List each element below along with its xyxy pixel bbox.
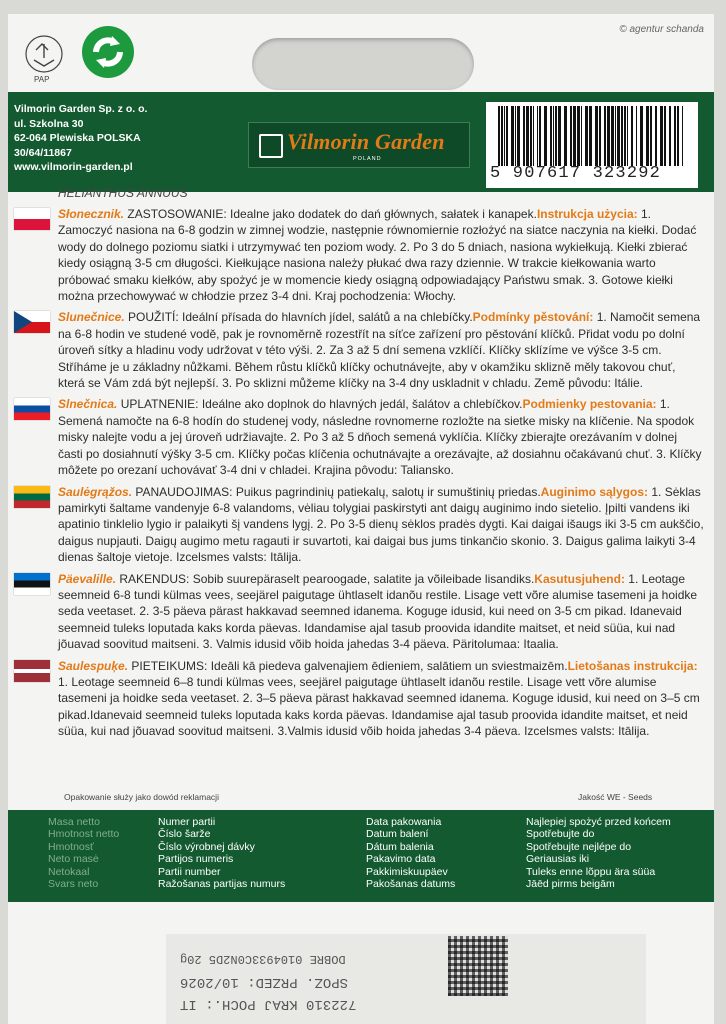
- recycle-label: PAP: [34, 75, 50, 84]
- barcode-bar: [553, 106, 554, 166]
- section-instructions: 1. Leotage seemneid 6-8 tundi külmas vees, seejärel paigutage ühtlaselt idanõu restile. Lisage vett võre alumise tasemeni ja hoidke seda veetaset. 2. 3-5 päeva pärast hakkavad seemned idanema. Koguge idusid, kui need on 3-5 cm pikad. Idanevaid seemneid tuleks loputada kaks korda päevas. Idandamise ajal tasub proovida idandite maitset, et neid süüa, kui nad jõuavad soovitud maitseni. 3. Valmis idusid võib hoida jahedas 3-4 päeva. Päritolumaa: Itaalia.: [58, 571, 698, 652]
- barcode-number: 5 907617 323292: [490, 164, 662, 183]
- section-name: Słonecznik.: [58, 207, 125, 221]
- section-name: Saulėgrąžos.: [58, 484, 133, 499]
- section-instruction-label: Instrukcja użycia:: [536, 207, 638, 221]
- vilmorin-logo: [248, 122, 470, 168]
- flag-lv-icon: [14, 660, 50, 682]
- table-cell: Dátum balenia: [366, 840, 434, 853]
- language-section-sk: [58, 396, 704, 478]
- barcode-bar: [611, 106, 614, 166]
- barcode-bar: [558, 106, 561, 166]
- best-before-column: [526, 816, 671, 890]
- section-instruction-label: Podmienky pestovania:: [522, 397, 657, 412]
- flag-cz-icon: [14, 311, 50, 333]
- table-cell: Najlepiej spożyć przed końcem: [526, 816, 671, 828]
- barcode-bar: [627, 106, 628, 166]
- barcode-bar: [624, 106, 626, 166]
- barcode-bar: [577, 106, 580, 166]
- barcode-bar: [544, 106, 547, 166]
- table-cell: Ražošanas partijas numurs: [158, 878, 286, 891]
- complaint-note: Opakowanie służy jako dowód reklamacji: [64, 792, 219, 802]
- company-reg: 30/64/11867: [14, 146, 72, 159]
- barcode-bar: [660, 106, 663, 166]
- section-usage: RAKENDUS: Sobib suurepäraselt pearoogade, salatite ja võileibade lisandiks.: [116, 571, 535, 586]
- table-cell: Pakavimo data: [366, 853, 436, 866]
- section-instruction-label: Kasutusjuhend:: [534, 571, 625, 586]
- barcode-bar: [646, 106, 649, 166]
- table-cell: Svars neto: [48, 878, 99, 891]
- section-usage: UPLATNENIE: Ideálne ako doplnok do hlavných jedál, šalátov a chlebíčkov.: [117, 397, 523, 412]
- barcode-bar: [526, 106, 529, 166]
- table-cell: Datum balení: [366, 828, 429, 841]
- table-cell: Data pakowania: [366, 816, 442, 828]
- table-cell: Hmotnosť: [48, 840, 94, 853]
- company-city-prefix: 62-064 Plewiska: [14, 132, 97, 145]
- language-section-lv: [58, 658, 704, 740]
- table-cell: Partii number: [158, 865, 221, 878]
- barcode-bar: [498, 106, 500, 166]
- flag-lt-icon: [14, 486, 50, 508]
- section-name: Slunečnice.: [58, 310, 125, 325]
- barcode-bar: [564, 106, 567, 166]
- seed-packet-back: [8, 14, 714, 1024]
- barcode-bar: [604, 106, 606, 166]
- company-web: www.vilmorin-garden.pl: [14, 161, 133, 174]
- stamp-line-2: SPOZ. PRZED: 10/2026: [180, 974, 349, 990]
- section-usage: PANAUDOJIMAS: Puikus pagrindinių patiekalų, salotų ir sumuštinių priedas.: [132, 484, 541, 499]
- barcode-bar: [636, 106, 637, 166]
- barcode-bar: [506, 106, 508, 166]
- section-name: Slnečnica.: [58, 397, 118, 412]
- barcode-bar: [537, 106, 538, 166]
- net-weight-column: [48, 816, 119, 890]
- section-instruction-label: Auginimo sąlygos:: [540, 484, 649, 499]
- barcode-bar: [599, 106, 601, 166]
- section-instructions: 1. Leotage seemneid 6–8 tundi külmas vees, seejärel paigutage ühtlaselt idanõu restile. Lisage vett võre alumise tasemeni ja hoidke seda veetaset. 2. 3–5 päeva pärast hakkavad seemned idanema. Koguge idusid, kui need on 3–5 cm pikad.Idanevaid seemneid tuleks loputada kaks korda päevas. Idandamise ajal tasub proovida idandite maitset, et neid süüa, kui nad jõuavad soovitud maitseni. 3.Valmis idusid võib hoida jahedas 3-4 päeva. Izcelsmes valsts: Itālija.: [58, 674, 700, 739]
- barcode-bar: [539, 106, 541, 166]
- table-cell: Spotřebujte nejlépe do: [526, 840, 632, 853]
- table-cell: Partijos numeris: [158, 853, 234, 866]
- logo-brand: Vilmorin Garden: [287, 129, 445, 154]
- logo-box-icon: [259, 134, 283, 158]
- barcode-bar: [674, 106, 676, 166]
- barcode-bar: [650, 106, 652, 166]
- barcode-bar: [533, 106, 534, 166]
- quality-note: Jakość WE - Seeds: [578, 792, 653, 802]
- section-instruction-label: Podmínky pěstování:: [472, 310, 594, 325]
- barcode-bar: [595, 106, 598, 166]
- stamp-line-1: 722310 KRAJ POCH.: IT: [180, 996, 357, 1012]
- company-country: POLSKA: [96, 132, 141, 145]
- table-cell: Numer partii: [158, 816, 216, 828]
- table-cell: Neto masė: [48, 853, 99, 866]
- lot-number-column: [158, 816, 285, 890]
- barcode-bar: [523, 106, 525, 166]
- barcode-bar: [631, 106, 633, 166]
- barcode-bar: [555, 106, 557, 166]
- language-section-pl: [58, 206, 704, 304]
- barcode-bar: [615, 106, 616, 166]
- section-instructions: 1. Zamoczyć nasiona na 6-8 godzin w zimnej wodzie, następnie równomiernie rozłożyć na siatce naczynia na kiełki. Dodać wody do dolnego poziomu siatki i utrzymywać ten poziom wody. 2. Po 3 do 5 dniach, nasiona wykiełkują. Kiełki zbierać kiedy osiągną 3-5 cm długości. Kiełkujące nasiona należy płukać dwa razy dziennie. W trakcie kiełkowania warto próbować smaku kiełków, aby spożyć je w momencie kiedy osiągną odpowiadający Państwu smak. 3. Gotowe kiełki można przechowywać w chłodzie przez 3-4 dni. Kraj pochodzenia: Włochy.: [58, 207, 697, 304]
- language-sections: [58, 206, 704, 745]
- hang-hole: [252, 38, 474, 90]
- language-section-ee: [58, 571, 704, 653]
- barcode-bar: [573, 106, 576, 166]
- table-cell: Jāēd pirms beigām: [526, 878, 615, 891]
- table-cell: Číslo výrobnej dávky: [158, 840, 255, 853]
- barcode-bar: [530, 106, 532, 166]
- section-name: Päevalille.: [58, 571, 117, 586]
- company-street: ul. Szkolna 30: [14, 117, 84, 130]
- section-name: Saulespuķe.: [58, 658, 129, 673]
- section-usage: POUŽITÍ: Ideální přísada do hlavních jídel, salátů a na chlebíčky.: [124, 310, 473, 325]
- table-cell: Pakošanas datums: [366, 878, 456, 891]
- section-usage: PIETEIKUMS: Ideāli kā piedeva galvenajiem ēdieniem, salātiem un sviestmaizēm.: [128, 658, 568, 673]
- barcode-bar: [589, 106, 592, 166]
- table-cell: Číslo šarže: [158, 828, 211, 841]
- barcode-bars: [496, 106, 688, 166]
- company-address: [14, 102, 147, 175]
- qr-code: [448, 936, 508, 996]
- barcode-bar: [515, 106, 516, 166]
- table-cell: Pakkimiskuupäev: [366, 865, 448, 878]
- table-cell: Tuleks enne lõppu ära süüa: [526, 865, 656, 878]
- table-cell: Netokaal: [48, 865, 90, 878]
- packing-date-column: [366, 816, 455, 890]
- latin-name: HELIANTHUS ANNUUS: [58, 186, 188, 200]
- barcode-bar: [585, 106, 588, 166]
- language-section-cz: [58, 309, 704, 391]
- company-name: Vilmorin Garden Sp. z o. o.: [14, 103, 148, 115]
- table-cell: Geriausias iki: [526, 853, 590, 866]
- green-dot-icon: [82, 26, 134, 78]
- barcode-bar: [517, 106, 520, 166]
- header-banner: [8, 92, 714, 192]
- recycle-icon: [16, 30, 72, 86]
- flag-pl-icon: [14, 208, 50, 230]
- section-usage: ZASTOSOWANIE: Idealne jako dodatek do dań głównych, sałatek i kanapek.: [124, 207, 537, 221]
- section-instructions: 1. Semená namočte na 6-8 hodín do studenej vody, následne rovnomerne rozložte na sietke misky na klíčenie. Na spodok misky nalejte vodu a jej úroveň udržiavajte. 2. Po 3 až 5 dňoch semená vyklíčia. Klíčky zbierajte orezávaním v dolnej časti po dosiahnutí výšky 3-5 cm. Klíčky počas klíčenia ochutnávajte a orezávajte, až dosiahnu očakávanú chuť. 3. Klíčky môžete po orezaní uchovávať 3-4 dni v chladei. Krajina pôvodu: Taliansko.: [58, 397, 702, 478]
- section-instruction-label: Lietošanas instrukcija:: [567, 658, 698, 673]
- section-instructions: 1. Sėklas pamirkyti šaltame vandenyje 6-8 valandoms, vėliau tolygiai paskirstyti ant daigų auginimo indo sietelio. Įpilti vandens iki apatinio tinklelio lygio ir palaikyti šį vandens lygį. 2. Po 3-5 dienų sėklos pradės dygti. Kai daigai išaugs iki 3-5 cm aukščio, daigus nupjauti. Daigų augimo metu ragauti ir suvartoti, kai daigai bus jums tinkančio skonio. 3. Daigus galima laikyti 3-4 dienas šaltoje vietoje. Izcelsmes valsts: Itālija.: [58, 484, 704, 565]
- barcode-bar: [664, 106, 666, 166]
- barcode-bar: [669, 106, 671, 166]
- barcode-bar: [655, 106, 657, 166]
- logo-sub: POLAND: [353, 156, 382, 162]
- table-cell: Spotřebujte do: [526, 828, 595, 841]
- flag-ee-icon: [14, 573, 50, 595]
- agency-credit: © agentur schanda: [619, 24, 704, 35]
- barcode-bar: [501, 106, 503, 166]
- barcode-bar: [511, 106, 514, 166]
- stamp-line-3: DOBRE 0104933C0N2D5 20g: [180, 952, 346, 966]
- packaging-info-table: [8, 810, 714, 902]
- barcode-bar: [550, 106, 552, 166]
- section-instructions: 1. Namočit semena na 6-8 hodin ve studené vodě, pak je rovnoměrně rozestřít na síťce zařízení pro pěstování klíčků. Přidat vodu po dolní úroveň sítky a hladinu vody udržovat v této výši. 2. Za 3 až 5 dní semena vzklíčí. Klíčky sklízíme ve výšce 3-5 cm. Stříháme je u základny nůžkami. Během růstu klíčků klíčky ochutnávejte, aby v okamžiku sklizně měly takovou chuť, která se Vám zdá být nejlepší. 3. Po sklizni můžeme klíčky na 3-4 dny uskladnit v chladu. Země původu: Itálie.: [58, 310, 701, 391]
- language-section-lt: [58, 484, 704, 566]
- barcode-bar: [570, 106, 572, 166]
- barcode-bar: [640, 106, 643, 166]
- barcode-bar: [504, 106, 505, 166]
- barcode-bar: [581, 106, 582, 166]
- barcode-bar: [617, 106, 620, 166]
- barcode-bar: [682, 106, 683, 166]
- table-cell: Hmotnost netto: [48, 828, 120, 841]
- company-city: [14, 131, 147, 146]
- table-cell: Masa netto: [48, 816, 100, 828]
- barcode-bar: [607, 106, 610, 166]
- barcode: [486, 102, 698, 188]
- barcode-bar: [621, 106, 623, 166]
- barcode-bar: [677, 106, 679, 166]
- print-stamp: [166, 934, 646, 1024]
- flag-sk-icon: [14, 398, 50, 420]
